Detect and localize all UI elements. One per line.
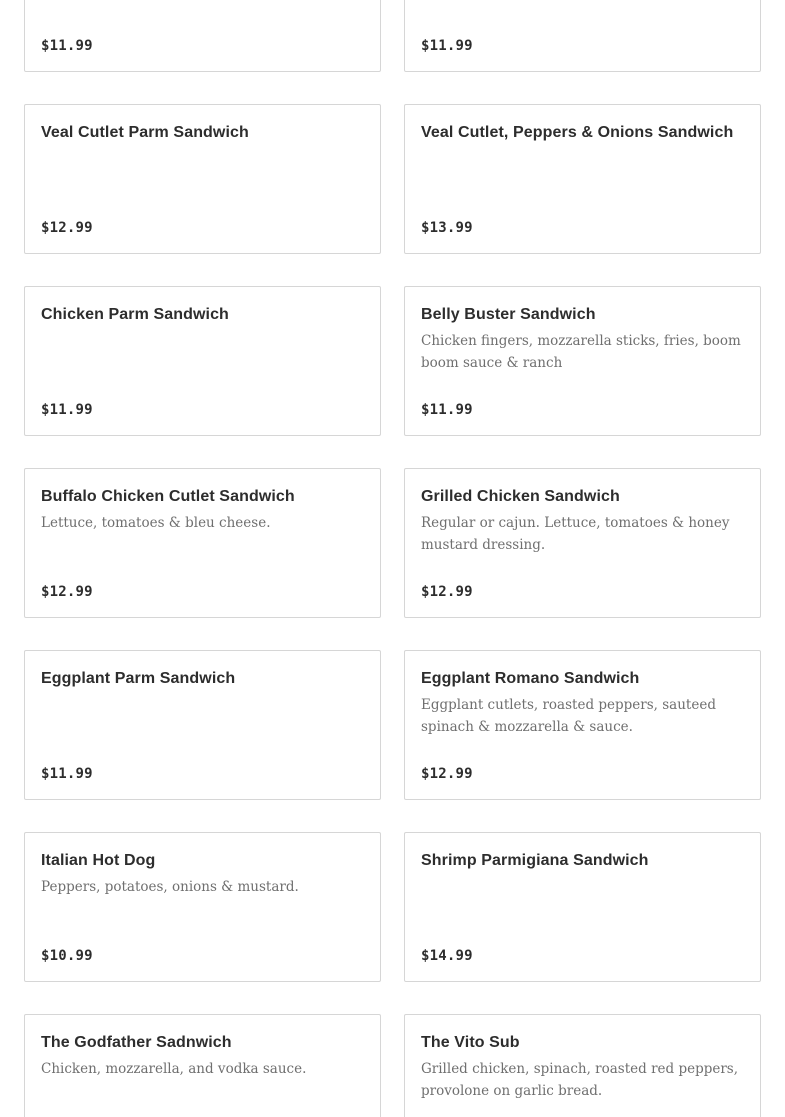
menu-item-description: Chicken fingers, mozzarella sticks, fries, boom boom sauce & ranch (421, 333, 741, 371)
menu-item-name: Grilled Chicken Sandwich (421, 488, 620, 505)
menu-item-price: $13.99 (421, 220, 473, 236)
menu-item-grid (24, 0, 761, 1117)
menu-item-name: Buffalo Chicken Cutlet Sandwich (41, 488, 295, 505)
menu-item-name: Eggplant Parm Sandwich (41, 670, 236, 687)
menu-item-name: The Vito Sub (421, 1034, 520, 1051)
menu-item-name: The Godfather Sadnwich (41, 1034, 232, 1051)
menu-item-card[interactable] (24, 0, 381, 72)
menu-item-card[interactable] (404, 0, 761, 72)
menu-item-card[interactable] (404, 468, 761, 618)
menu-item-price: $12.99 (421, 584, 473, 600)
menu-item-card[interactable] (24, 1014, 381, 1117)
menu-item-card[interactable] (404, 1014, 761, 1117)
menu-item-description: Regular or cajun. Lettuce, tomatoes & honey mustard dressing. (421, 515, 730, 553)
menu-item-price: $12.99 (41, 584, 93, 600)
menu-item-price: $12.99 (41, 220, 93, 236)
menu-item-price: $11.99 (41, 38, 93, 54)
menu-item-card[interactable] (24, 650, 381, 800)
menu-item-card[interactable] (24, 468, 381, 618)
menu-item-description: Chicken, mozzarella, and vodka sauce. (41, 1061, 307, 1077)
menu-item-name: Shrimp Parmigiana Sandwich (421, 852, 649, 869)
menu-item-name: Eggplant Romano Sandwich (421, 670, 640, 687)
menu-item-card[interactable] (404, 832, 761, 982)
menu-item-price: $12.99 (421, 766, 473, 782)
menu-item-description: Peppers, potatoes, onions & mustard. (41, 879, 299, 895)
menu-item-card[interactable] (24, 286, 381, 436)
menu-item-description: Eggplant cutlets, roasted peppers, sauteed spinach & mozzarella & sauce. (421, 697, 716, 735)
menu-item-price: $10.99 (41, 948, 93, 964)
menu-item-card[interactable] (24, 832, 381, 982)
menu-item-price: $11.99 (41, 402, 93, 418)
menu-item-card[interactable] (24, 104, 381, 254)
menu-item-card[interactable] (404, 286, 761, 436)
menu-item-name: Italian Hot Dog (41, 852, 156, 869)
menu-item-name: Veal Cutlet Parm Sandwich (41, 124, 249, 141)
menu-item-price: $11.99 (421, 402, 473, 418)
menu-item-description: Lettuce, tomatoes & bleu cheese. (41, 515, 271, 531)
menu-item-name: Belly Buster Sandwich (421, 306, 596, 323)
menu-item-price: $14.99 (421, 948, 473, 964)
menu-item-price: $11.99 (421, 38, 473, 54)
menu-item-card[interactable] (404, 650, 761, 800)
menu-item-name: Chicken Parm Sandwich (41, 306, 229, 323)
menu-item-description: Grilled chicken, spinach, roasted red peppers, provolone on garlic bread. (421, 1061, 739, 1099)
menu-item-price: $11.99 (41, 766, 93, 782)
menu-item-name: Veal Cutlet, Peppers & Onions Sandwich (421, 124, 734, 141)
menu-item-card[interactable] (404, 104, 761, 254)
